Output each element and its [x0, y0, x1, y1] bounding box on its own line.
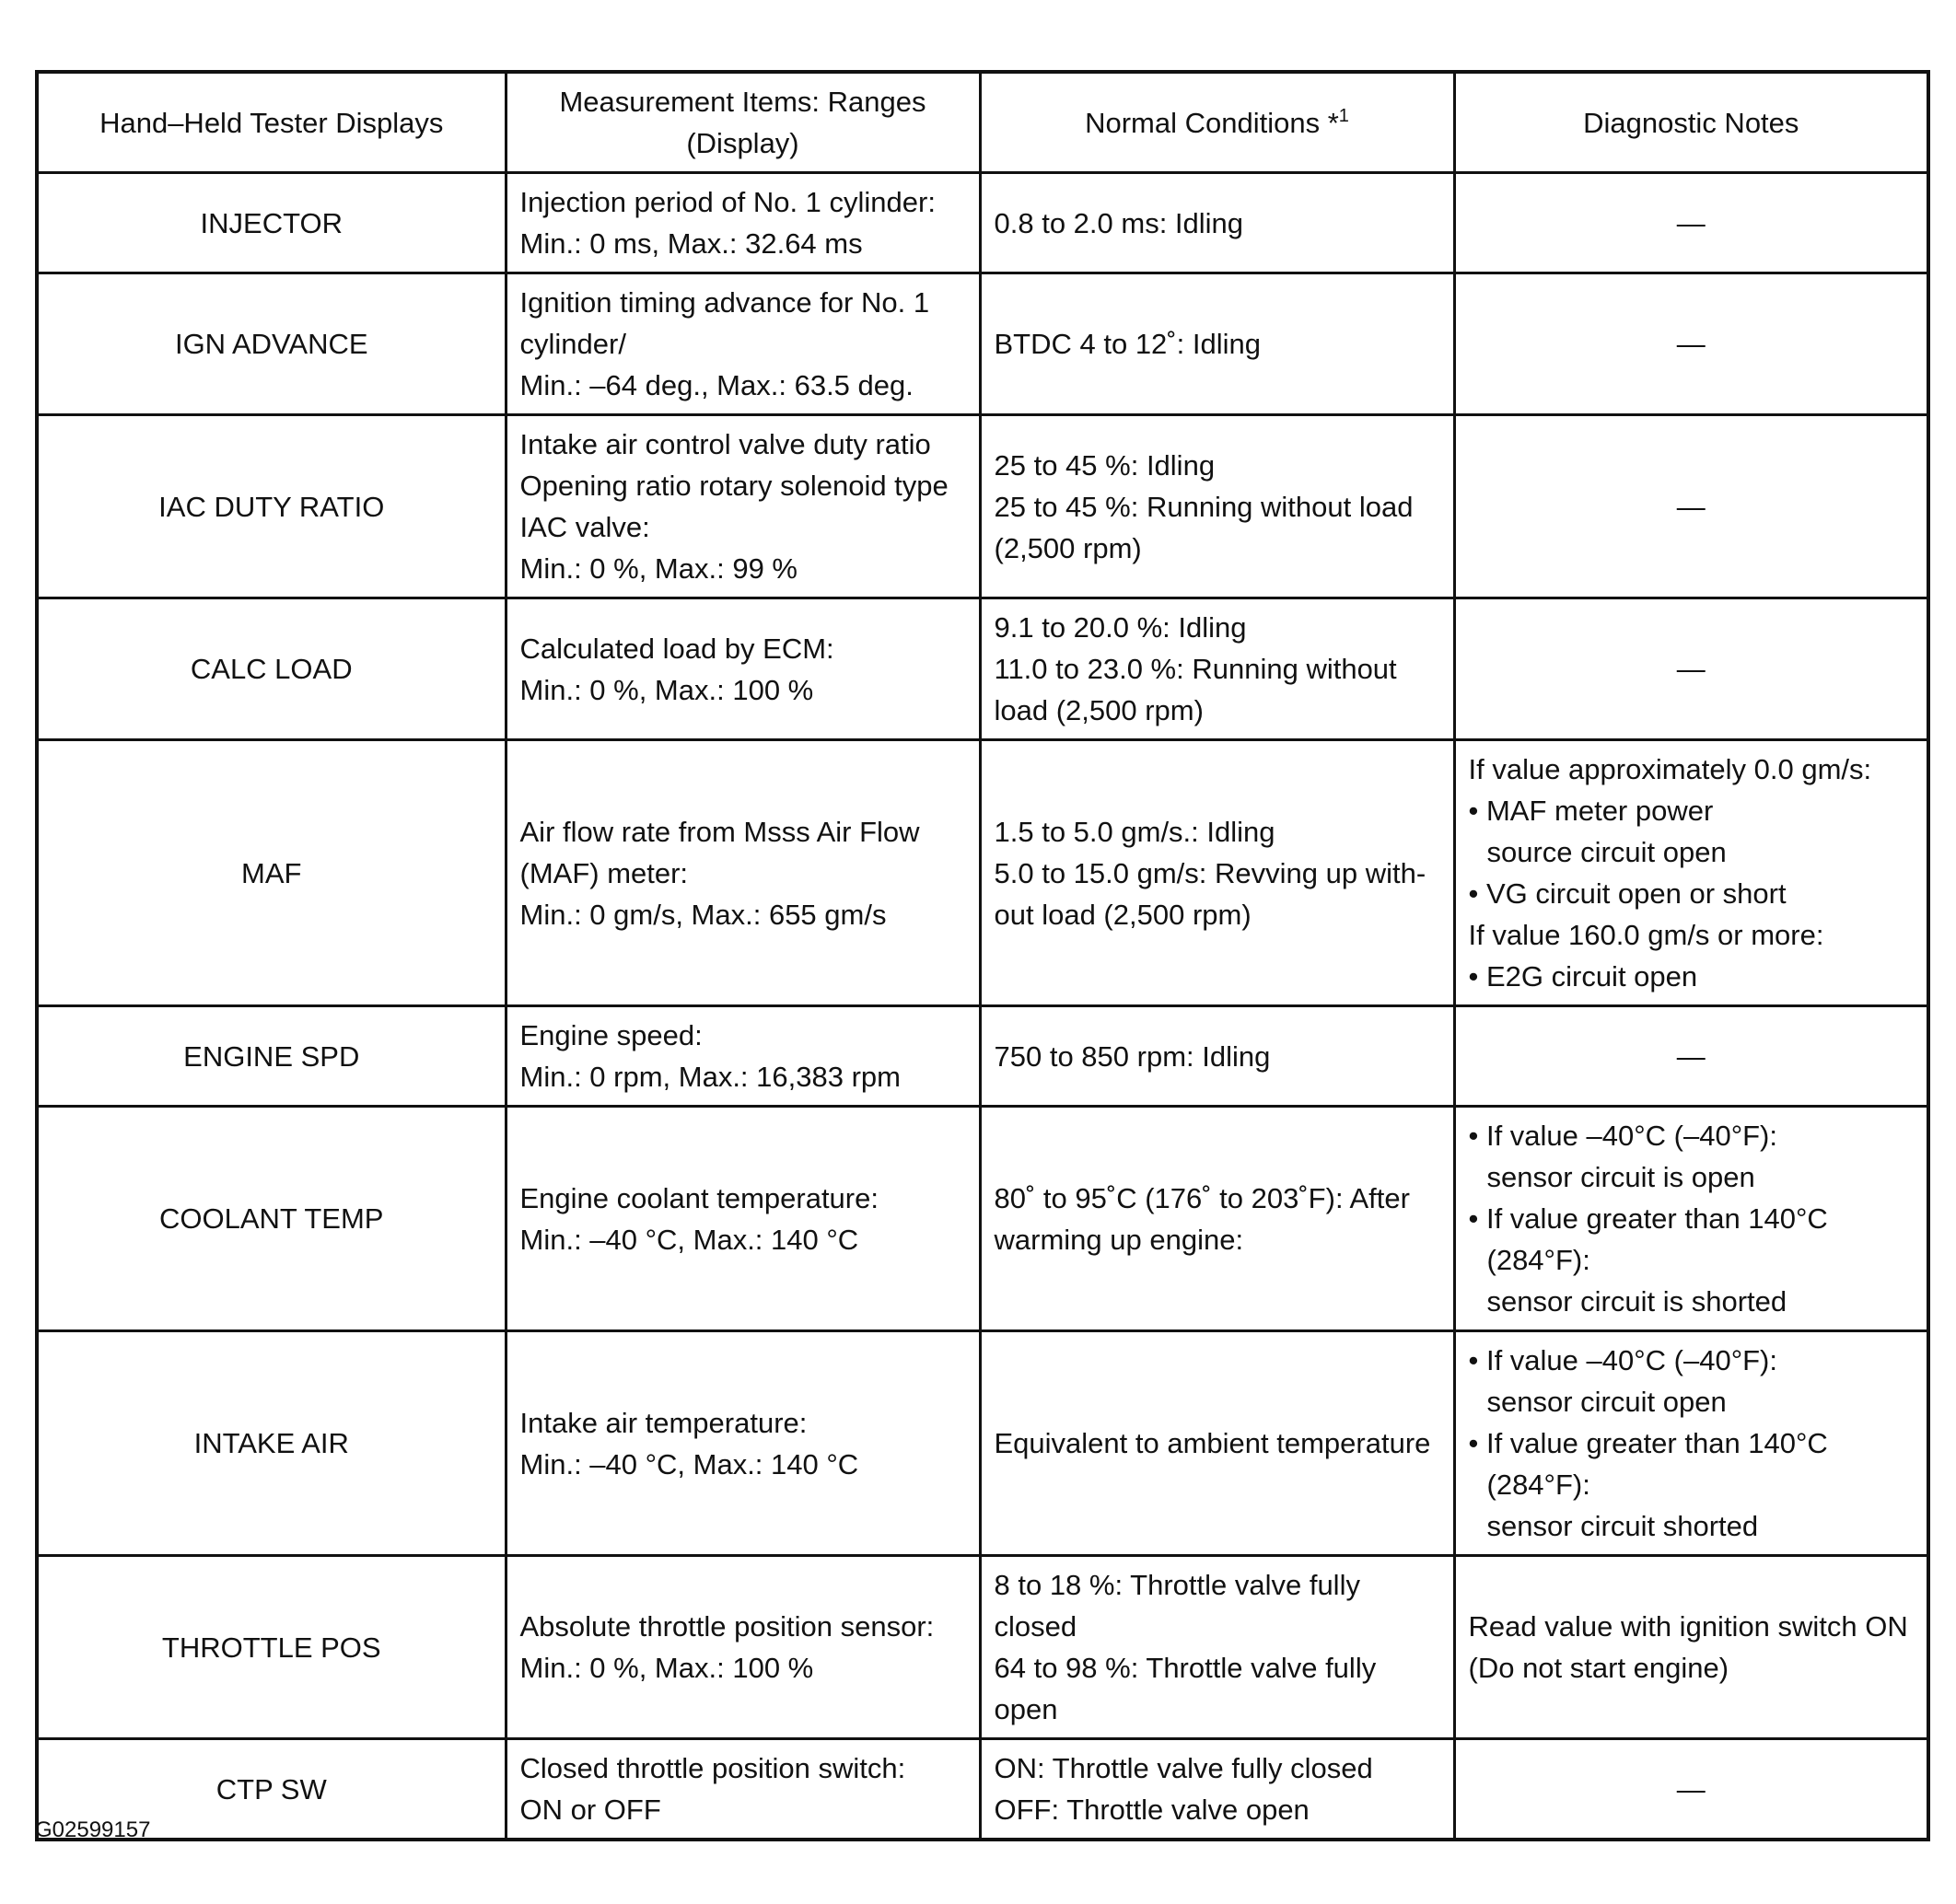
cell-normal: [980, 1739, 1454, 1840]
cell-display: INTAKE AIR: [37, 1331, 506, 1556]
cell-measurement: [506, 173, 980, 273]
notes-line: • E2G circuit open: [1468, 960, 1698, 993]
cell-display: THROTTLE POS: [37, 1556, 506, 1739]
measurement-line: cylinder/: [519, 328, 626, 360]
normal-line: 25 to 45 %: Idling: [994, 448, 1216, 482]
notes-line: Read value with ignition switch ON: [1468, 1610, 1908, 1643]
cell-normal: [980, 1556, 1454, 1739]
cell-notes: [1454, 1556, 1928, 1739]
measurement-line: Min.: –64 deg., Max.: 63.5 deg.: [519, 369, 914, 401]
table-row: [37, 1006, 1928, 1107]
cell-display: MAF: [37, 740, 506, 1006]
notes-line: sensor circuit shorted: [1486, 1510, 1759, 1542]
normal-line: warming up engine:: [994, 1223, 1244, 1256]
table-row: [37, 1331, 1928, 1556]
cell-notes: [1454, 173, 1928, 273]
measurement-line: Min.: –40 °C, Max.: 140 °C: [519, 1447, 859, 1480]
notes-line: —: [1676, 206, 1706, 239]
table-row: [37, 1556, 1928, 1739]
measurement-line: Absolute throttle position sensor:: [519, 1610, 935, 1643]
cell-measurement: [506, 1006, 980, 1107]
table-row: [37, 740, 1928, 1006]
table-row: [37, 1739, 1928, 1840]
cell-measurement: [506, 273, 980, 415]
measurement-line: Intake air temperature:: [519, 1406, 808, 1439]
tester-data-table: [35, 70, 1930, 1841]
normal-line: 11.0 to 23.0 %: Running without: [994, 653, 1397, 685]
notes-line: • MAF meter power: [1468, 795, 1714, 827]
notes-line: sensor circuit open: [1486, 1386, 1727, 1418]
figure-id: G02599157: [35, 1817, 151, 1842]
cell-measurement: [506, 1739, 980, 1840]
cell-measurement: [506, 1107, 980, 1331]
table-row: [37, 1107, 1928, 1331]
header-measurement-line1: Measurement Items: Ranges: [559, 86, 926, 118]
notes-line: (Do not start engine): [1468, 1652, 1729, 1684]
measurement-line: IAC valve:: [519, 511, 650, 543]
cell-display: CALC LOAD: [37, 598, 506, 740]
notes-line: source circuit open: [1486, 836, 1727, 868]
notes-line: sensor circuit is shorted: [1486, 1285, 1787, 1318]
measurement-line: Air flow rate from Msss Air Flow: [519, 815, 920, 848]
cell-display: INJECTOR: [37, 173, 506, 273]
measurement-line: Engine coolant temperature:: [519, 1181, 879, 1214]
measurement-line: ON or OFF: [519, 1794, 661, 1826]
normal-line: ON: Throttle valve fully closed: [994, 1752, 1373, 1784]
cell-measurement: [506, 598, 980, 740]
normal-line: 64 to 98 %: Throttle valve fully: [994, 1652, 1377, 1684]
header-normal-label: Normal Conditions *: [1085, 106, 1339, 139]
measurement-line: Min.: –40 °C, Max.: 140 °C: [519, 1223, 859, 1256]
cell-notes: [1454, 1107, 1928, 1331]
normal-line: Equivalent to ambient temperature: [994, 1427, 1431, 1459]
notes-line: —: [1676, 653, 1706, 685]
measurement-line: Ignition timing advance for No. 1: [519, 286, 930, 319]
table-row: [37, 598, 1928, 740]
notes-line: • VG circuit open or short: [1468, 877, 1787, 910]
measurement-line: Engine speed:: [519, 1019, 703, 1051]
cell-notes: [1454, 1331, 1928, 1556]
normal-line: out load (2,500 rpm): [994, 898, 1252, 931]
notes-line: If value 160.0 gm/s or more:: [1468, 919, 1824, 951]
normal-line: BTDC 4 to 12˚: Idling: [994, 328, 1261, 360]
notes-line: —: [1676, 328, 1706, 360]
measurement-line: Min.: 0 rpm, Max.: 16,383 rpm: [519, 1061, 901, 1093]
cell-display: ENGINE SPD: [37, 1006, 506, 1107]
cell-normal: [980, 740, 1454, 1006]
notes-line: If value approximately 0.0 gm/s:: [1468, 753, 1872, 785]
cell-display: COOLANT TEMP: [37, 1107, 506, 1331]
cell-notes: [1454, 740, 1928, 1006]
header-normal: [980, 72, 1454, 173]
cell-normal: [980, 415, 1454, 598]
measurement-line: Min.: 0 %, Max.: 99 %: [519, 552, 798, 585]
header-row: [37, 72, 1928, 173]
cell-normal: [980, 1006, 1454, 1107]
table-row: [37, 273, 1928, 415]
measurement-line: Injection period of No. 1 cylinder:: [519, 186, 936, 218]
notes-line: sensor circuit is open: [1486, 1161, 1755, 1193]
header-display-label: Hand–Held Tester Displays: [99, 106, 444, 139]
cell-display: IAC DUTY RATIO: [37, 415, 506, 598]
normal-line: 1.5 to 5.0 gm/s.: Idling: [994, 815, 1275, 848]
normal-line: 5.0 to 15.0 gm/s: Revving up with-: [994, 856, 1426, 889]
notes-line: —: [1676, 1772, 1706, 1805]
normal-line: 25 to 45 %: Running without load: [994, 490, 1414, 523]
cell-display: CTP SW: [37, 1739, 506, 1840]
cell-measurement: [506, 415, 980, 598]
normal-line: closed: [994, 1610, 1077, 1643]
cell-display: IGN ADVANCE: [37, 273, 506, 415]
header-display: [37, 72, 506, 173]
measurement-line: Min.: 0 gm/s, Max.: 655 gm/s: [519, 898, 887, 931]
cell-notes: [1454, 273, 1928, 415]
cell-normal: [980, 273, 1454, 415]
normal-line: open: [994, 1693, 1058, 1725]
cell-measurement: [506, 1331, 980, 1556]
notes-line: • If value –40°C (–40°F):: [1468, 1344, 1777, 1376]
measurement-line: Calculated load by ECM:: [519, 632, 834, 665]
header-normal-footnote: 1: [1338, 105, 1349, 126]
notes-line: (284°F):: [1486, 1244, 1590, 1276]
notes-line: • If value greater than 140°C: [1468, 1202, 1828, 1235]
table-row: [37, 173, 1928, 273]
header-notes: [1454, 72, 1928, 173]
notes-line: • If value –40°C (–40°F):: [1468, 1120, 1777, 1152]
notes-line: (284°F):: [1486, 1469, 1590, 1501]
table-row: [37, 415, 1928, 598]
measurement-line: (MAF) meter:: [519, 856, 689, 889]
measurement-line: Opening ratio rotary solenoid type: [519, 470, 949, 502]
cell-normal: [980, 173, 1454, 273]
cell-measurement: [506, 1556, 980, 1739]
cell-notes: [1454, 1739, 1928, 1840]
cell-notes: [1454, 598, 1928, 740]
notes-line: —: [1676, 1039, 1706, 1073]
normal-line: (2,500 rpm): [994, 531, 1142, 564]
normal-line: OFF: Throttle valve open: [994, 1794, 1310, 1826]
header-notes-label: Diagnostic Notes: [1583, 106, 1799, 139]
table-body: [37, 173, 1928, 1840]
normal-line: 80˚ to 95˚C (176˚ to 203˚F): After: [994, 1181, 1410, 1214]
measurement-line: Min.: 0 %, Max.: 100 %: [519, 1652, 814, 1684]
cell-measurement: [506, 740, 980, 1006]
cell-normal: [980, 1331, 1454, 1556]
normal-line: 8 to 18 %: Throttle valve fully: [994, 1569, 1360, 1601]
notes-line: —: [1676, 490, 1706, 523]
measurement-line: Intake air control valve duty ratio: [519, 428, 931, 460]
measurement-line: Closed throttle position switch:: [519, 1752, 906, 1784]
normal-line: 750 to 850 rpm: Idling: [994, 1039, 1271, 1073]
cell-notes: [1454, 1006, 1928, 1107]
header-measurement: [506, 72, 980, 173]
cell-notes: [1454, 415, 1928, 598]
header-measurement-line2: (Display): [686, 127, 799, 159]
cell-normal: [980, 1107, 1454, 1331]
normal-line: load (2,500 rpm): [994, 694, 1204, 726]
measurement-line: Min.: 0 %, Max.: 100 %: [519, 673, 814, 706]
normal-line: 0.8 to 2.0 ms: Idling: [994, 206, 1244, 239]
cell-normal: [980, 598, 1454, 740]
measurement-line: Min.: 0 ms, Max.: 32.64 ms: [519, 227, 863, 260]
normal-line: 9.1 to 20.0 %: Idling: [994, 611, 1247, 644]
notes-line: • If value greater than 140°C: [1468, 1427, 1828, 1459]
